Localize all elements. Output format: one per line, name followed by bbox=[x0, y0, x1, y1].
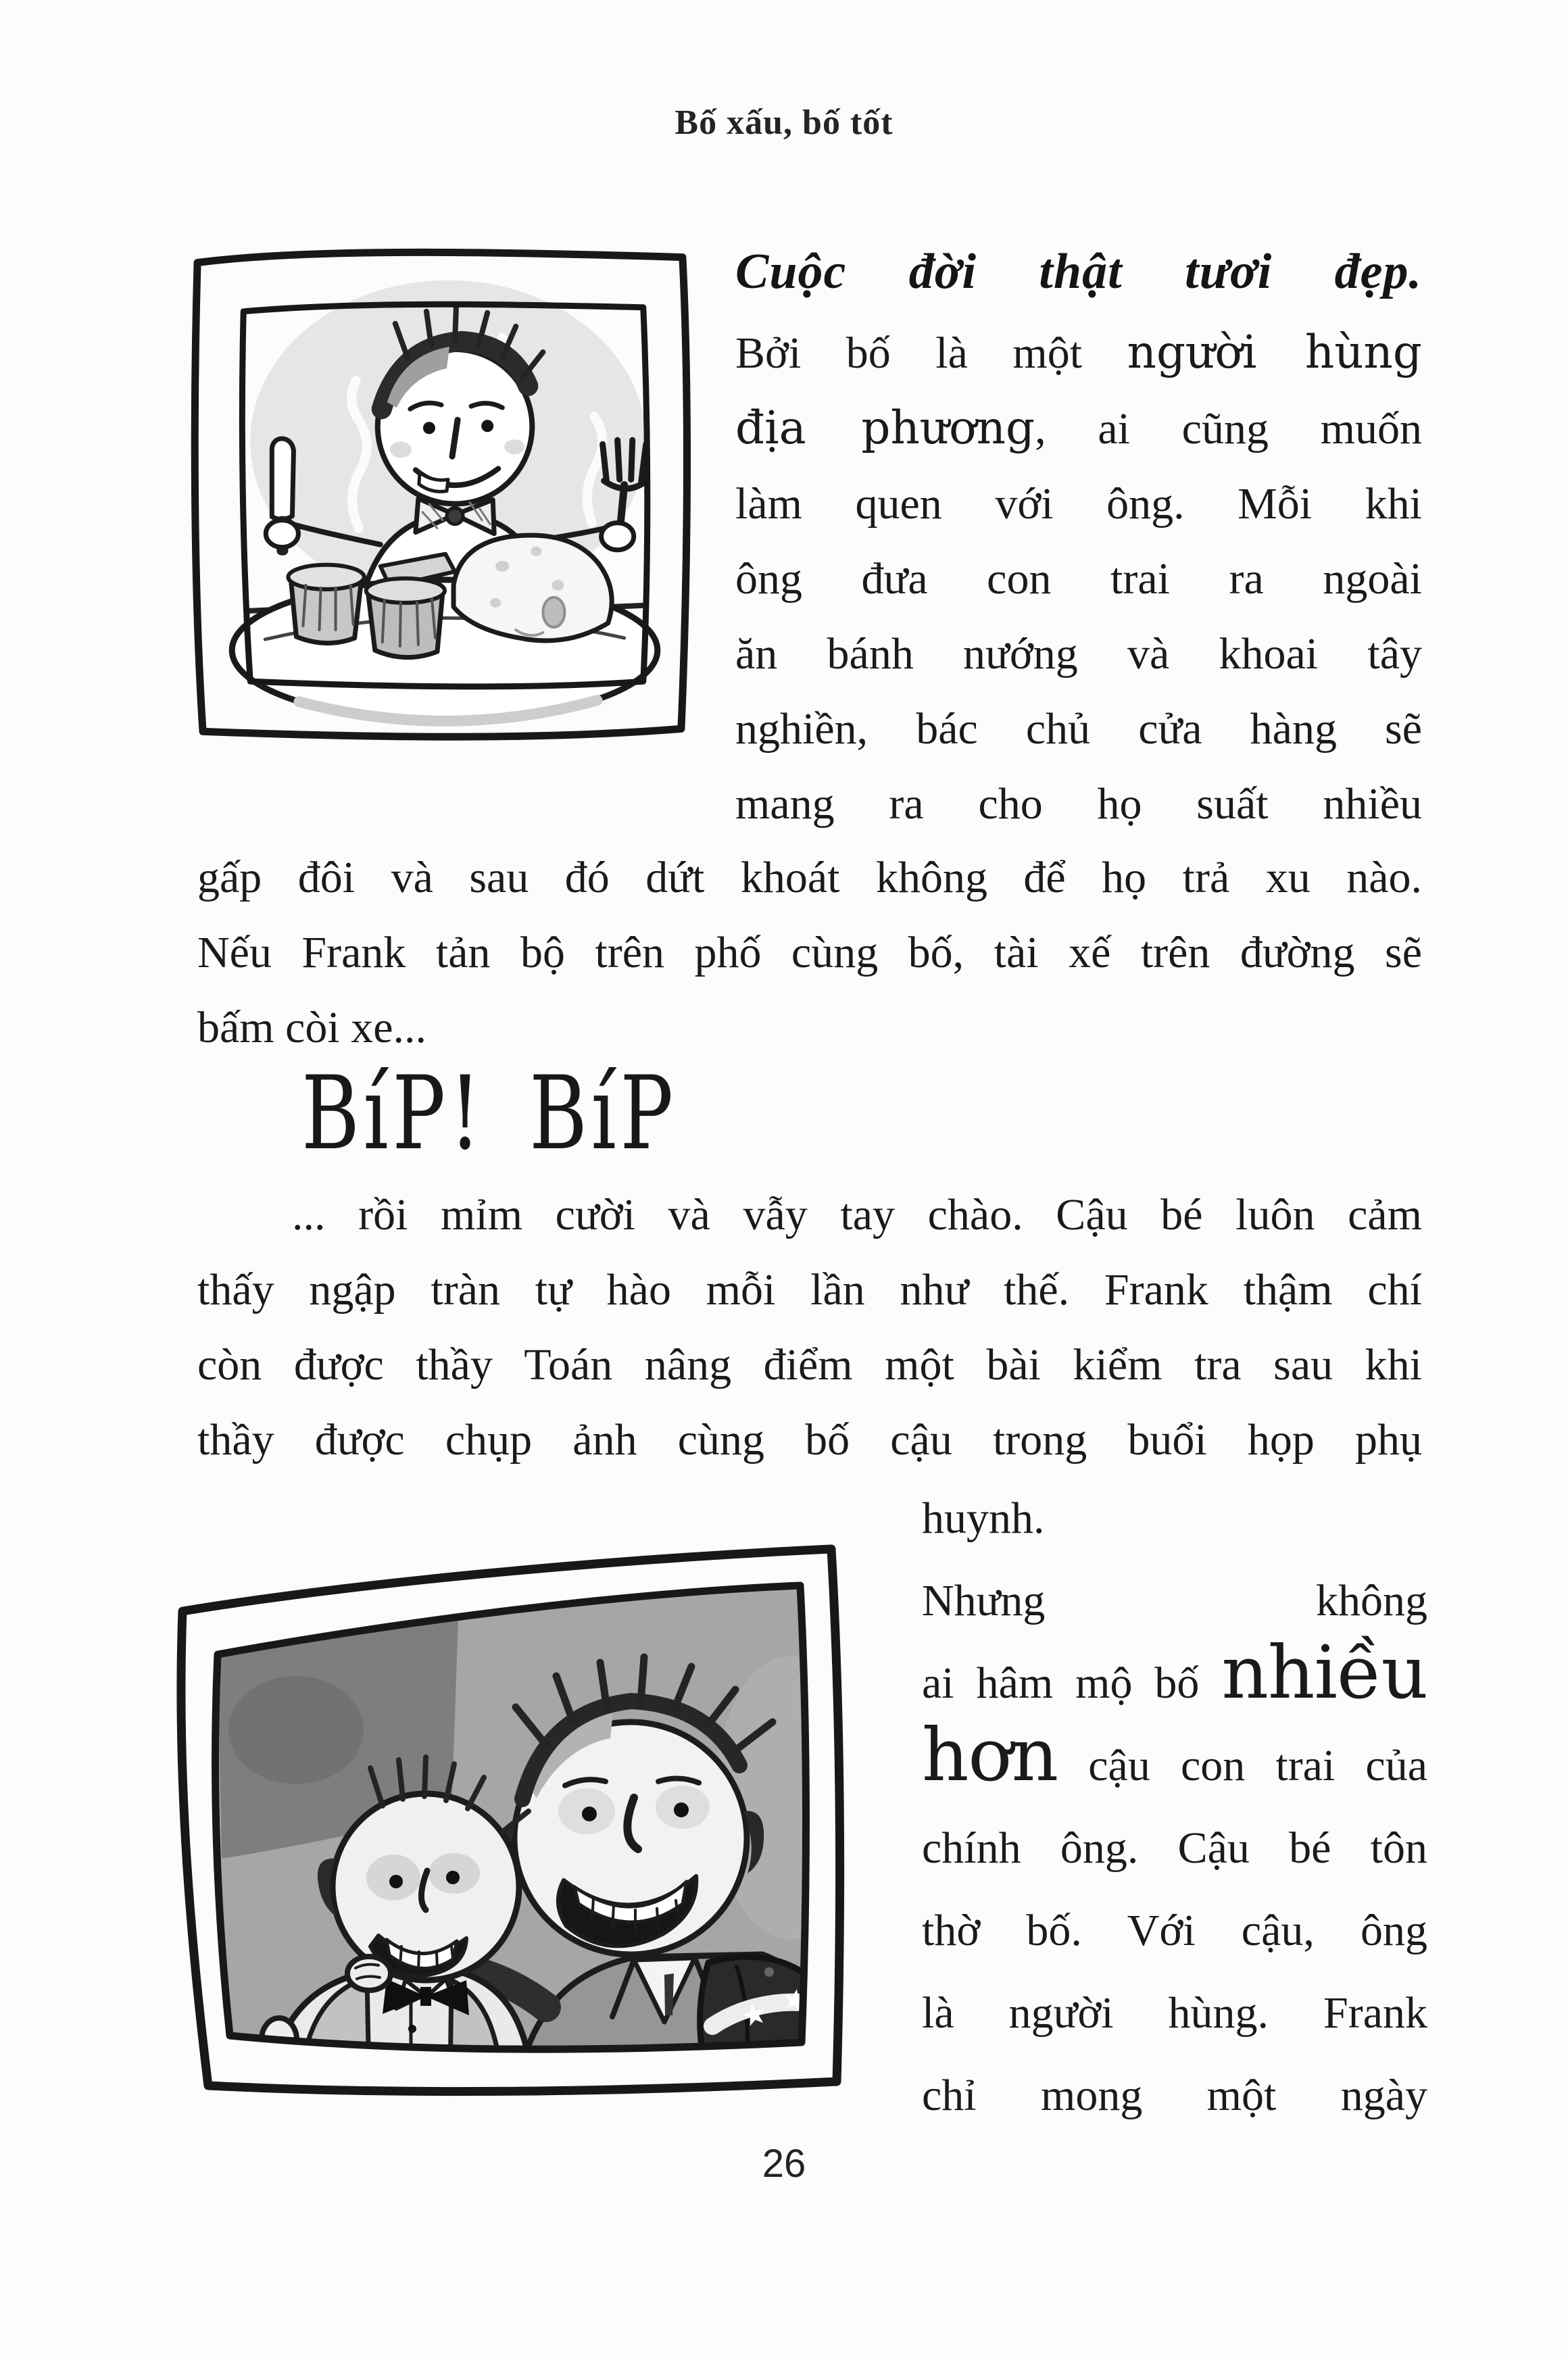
emphasis-local: địa phương bbox=[735, 401, 1035, 454]
opening-phrase: Cuộc đời thật tươi đẹp. bbox=[735, 244, 1422, 299]
text-line: là người hùng. Frank bbox=[922, 1988, 1427, 2038]
illustration-boy-eating bbox=[177, 231, 704, 755]
page-number: 26 bbox=[762, 2142, 806, 2186]
text-line: còn được thầy Toán nâng điểm một bài kiểm tra sau khi bbox=[197, 1340, 1422, 1390]
boy-right-hand bbox=[602, 523, 634, 550]
text-line: nghiền, bác chủ cửa hàng sẽ bbox=[735, 704, 1422, 754]
text-line: mang ra cho họ suất nhiều bbox=[735, 779, 1422, 829]
emphasis-nhieu: nhiều bbox=[1221, 1631, 1427, 1715]
running-header: Bố xấu, bố tốt bbox=[675, 103, 893, 142]
text-line: Bởi bố là một người hùng bbox=[735, 326, 1422, 378]
emphasis-hon: hơn bbox=[922, 1713, 1058, 1798]
text-line: thấy ngập tràn tự hào mỗi lần như thế. Frank thậm chí bbox=[197, 1265, 1422, 1314]
text-line: Nhưng không bbox=[922, 1576, 1427, 1625]
text-line: chỉ mong một ngày bbox=[922, 2071, 1427, 2120]
text-line: ... rồi mỉm cười và vẫy tay chào. Cậu bé luôn cảm bbox=[292, 1190, 1422, 1239]
dad-hand bbox=[347, 1957, 391, 1990]
mashed-potato bbox=[454, 535, 612, 641]
boy-left-hand bbox=[266, 520, 298, 547]
intro-column bbox=[735, 228, 1422, 841]
dad-tie bbox=[664, 1973, 674, 2015]
illustration-dad-and-son-photo bbox=[168, 1541, 852, 2102]
text-line: làm quen với ông. Mỗi khi bbox=[735, 479, 1422, 528]
text-line: Nếu Frank tản bộ trên phố cùng bố, tài xế trên đường sẽ bbox=[197, 928, 1422, 977]
text-line: ai hâm mộ bố nhiều bbox=[922, 1631, 1427, 1715]
text-line: hơn cậu con trai của bbox=[922, 1713, 1427, 1798]
text-line: huynh. bbox=[922, 1494, 1045, 1543]
text-line: bấm còi xe... bbox=[197, 1003, 427, 1052]
dad-son-photo-drawing bbox=[168, 1541, 852, 2102]
text-line: gấp đôi và sau đó dứt khoát không để họ trả xu nào. bbox=[197, 853, 1422, 902]
text-line: ông đưa con trai ra ngoài bbox=[735, 554, 1422, 604]
text-line: thờ bố. Với cậu, ông bbox=[922, 1906, 1427, 1955]
text-line: chính ông. Cậu bé tôn bbox=[922, 1823, 1427, 1873]
cap-with-stars bbox=[700, 1957, 838, 2096]
paragraph-full-1 bbox=[197, 840, 1422, 1065]
sound-effect-beep: BíP! BíP bbox=[301, 1055, 677, 1173]
paragraph-full-2 bbox=[197, 1177, 1422, 1477]
boy-eating-drawing bbox=[177, 231, 704, 755]
text-line: ăn bánh nướng và khoai tây bbox=[735, 629, 1422, 679]
text-line: thầy được chụp ảnh cùng bố cậu trong buổi họp phụ bbox=[197, 1415, 1422, 1465]
emphasis-hero: người hùng bbox=[1127, 326, 1422, 378]
text-line: địa phương, ai cũng muốn bbox=[735, 401, 1423, 454]
closing-column bbox=[922, 1477, 1427, 2137]
